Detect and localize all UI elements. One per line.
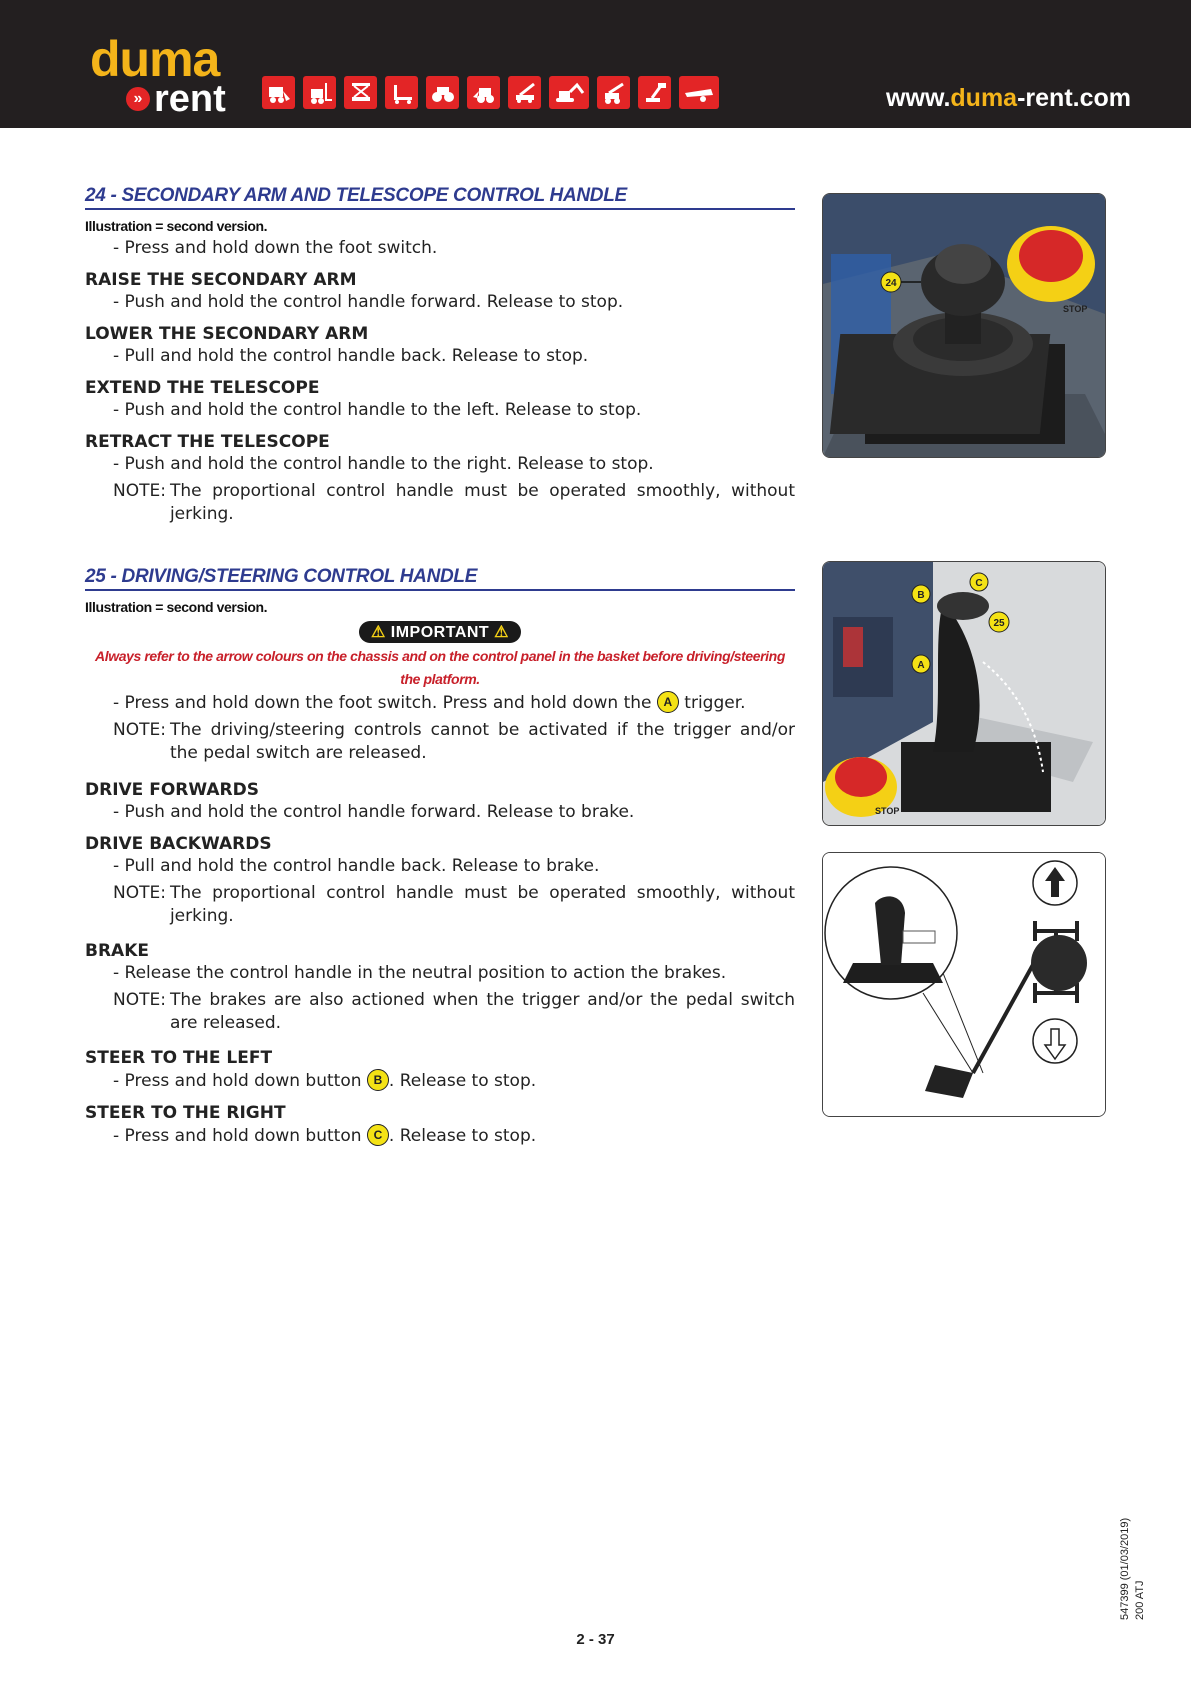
instruction-text: trigger. [684,693,746,713]
skid-steer-icon [262,76,295,109]
heading-steer-right: STEER TO THE RIGHT [85,1103,286,1123]
important-message: Always refer to the arrow colours on the chassis and on the control panel in the basket before driving/steering the platform. [95,648,785,687]
callout-c: C [975,578,983,589]
page-header [0,0,1191,128]
instruction-line [113,1069,795,1093]
heading-lower-secondary-arm: LOWER THE SECONDARY ARM [85,324,369,344]
badge-b: B [367,1069,389,1091]
instruction-line: - Push and hold the control handle forward. Release to stop. [113,292,624,312]
instruction-text: - Press and hold down button [113,1126,362,1146]
trailer-icon [679,76,719,109]
logo-duma-text: duma [90,31,220,87]
document-reference [1118,1518,1148,1620]
crane-icon [508,76,541,109]
instruction-line: - Push and hold the control handle to the left. Release to stop. [113,400,642,420]
heading-brake: BRAKE [85,941,149,961]
section-24-title: 24 - SECONDARY ARM AND TELESCOPE CONTROL HANDLE [85,185,795,210]
instruction-line: - Release the control handle in the neutral position to action the brakes. [113,963,727,983]
heading-extend-telescope: EXTEND THE TELESCOPE [85,378,320,398]
heading-drive-backwards: DRIVE BACKWARDS [85,834,272,854]
telehandler-icon [597,76,630,109]
heading-retract-telescope: RETRACT THE TELESCOPE [85,432,330,452]
note-text: The proportional control handle must be operated smoothly, without jerking. [169,481,795,524]
logo-rent-text: rent [154,78,226,120]
doc-ref-line: 547399 (01/03/2019) [1119,1517,1131,1620]
heading-drive-forwards: DRIVE FORWARDS [85,780,259,800]
url-prefix: www. [886,84,951,112]
note [113,719,795,765]
note-tag: NOTE: [113,990,166,1010]
figure-secondary-arm-joystick [822,193,1106,458]
duma-rent-logo[interactable] [90,31,226,120]
note-text: The proportional control handle must be operated smoothly, without jerking. [169,883,795,926]
pallet-truck-icon [385,76,418,109]
section-25 [85,566,795,1148]
instruction-text: . Release to stop. [388,1071,537,1091]
note-tag: NOTE: [113,883,166,903]
instruction-text: - Press and hold down button [113,1071,362,1091]
figure-driving-joystick [822,561,1106,826]
callout-24: 24 [885,278,897,289]
figure-direction-diagram [822,852,1106,1117]
url-accent: duma [950,84,1018,112]
compactor-icon [426,76,459,109]
callout-25: 25 [993,618,1005,629]
instruction-line [113,691,795,715]
scissor-lift-icon [344,76,377,109]
boom-lift-icon [638,76,671,109]
callout-b: B [917,590,925,601]
figure-stop-label: STOP [1063,304,1088,314]
loader-icon [467,76,500,109]
section-25-title: 25 - DRIVING/STEERING CONTROL HANDLE [85,566,795,591]
heading-raise-secondary-arm: RAISE THE SECONDARY ARM [85,270,357,290]
website-url[interactable] [886,84,1131,113]
instruction-line: - Pull and hold the control handle back. Release to brake. [113,856,600,876]
note-text: The driving/steering controls cannot be activated if the trigger and/or the pedal switch are released. [169,720,795,763]
page-number: 2 - 37 [576,1631,615,1648]
note [113,989,795,1035]
note-tag: NOTE: [113,720,166,740]
doc-ref-line: 200 ATJ [1134,1580,1146,1620]
note-tag: NOTE: [113,481,166,501]
heading-steer-left: STEER TO THE LEFT [85,1048,273,1068]
excavator-icon [549,76,589,109]
important-banner [359,621,521,643]
note [113,882,795,928]
machine-icon-strip [262,76,719,109]
instruction-line: - Push and hold the control handle forward. Release to brake. [113,802,635,822]
note-text: The brakes are also actioned when the trigger and/or the pedal switch are released. [169,990,795,1033]
instruction-line: - Pull and hold the control handle back. Release to stop. [113,346,589,366]
note [113,480,795,526]
figure-stop-label: STOP [875,806,900,816]
logo-arrow-icon: » [126,87,150,111]
url-suffix: -rent.com [1017,84,1131,112]
instruction-text: - Press and hold down the foot switch. Press and hold down the [113,693,652,713]
forklift-icon [303,76,336,109]
important-label: IMPORTANT [390,624,490,641]
warning-icon: ⚠ [370,624,386,641]
illustration-note: Illustration = second version. [85,599,268,615]
instruction-text: . Release to stop. [388,1126,537,1146]
badge-a: A [657,691,679,713]
section-24 [85,185,795,526]
callout-a: A [917,660,925,671]
illustration-note: Illustration = second version. [85,218,268,234]
badge-c: C [367,1124,389,1146]
warning-icon: ⚠ [494,624,509,641]
manual-content [85,185,795,1148]
instruction-line: - Push and hold the control handle to the right. Release to stop. [113,454,654,474]
instruction-line: - Press and hold down the foot switch. [113,238,438,258]
instruction-line [113,1124,795,1148]
